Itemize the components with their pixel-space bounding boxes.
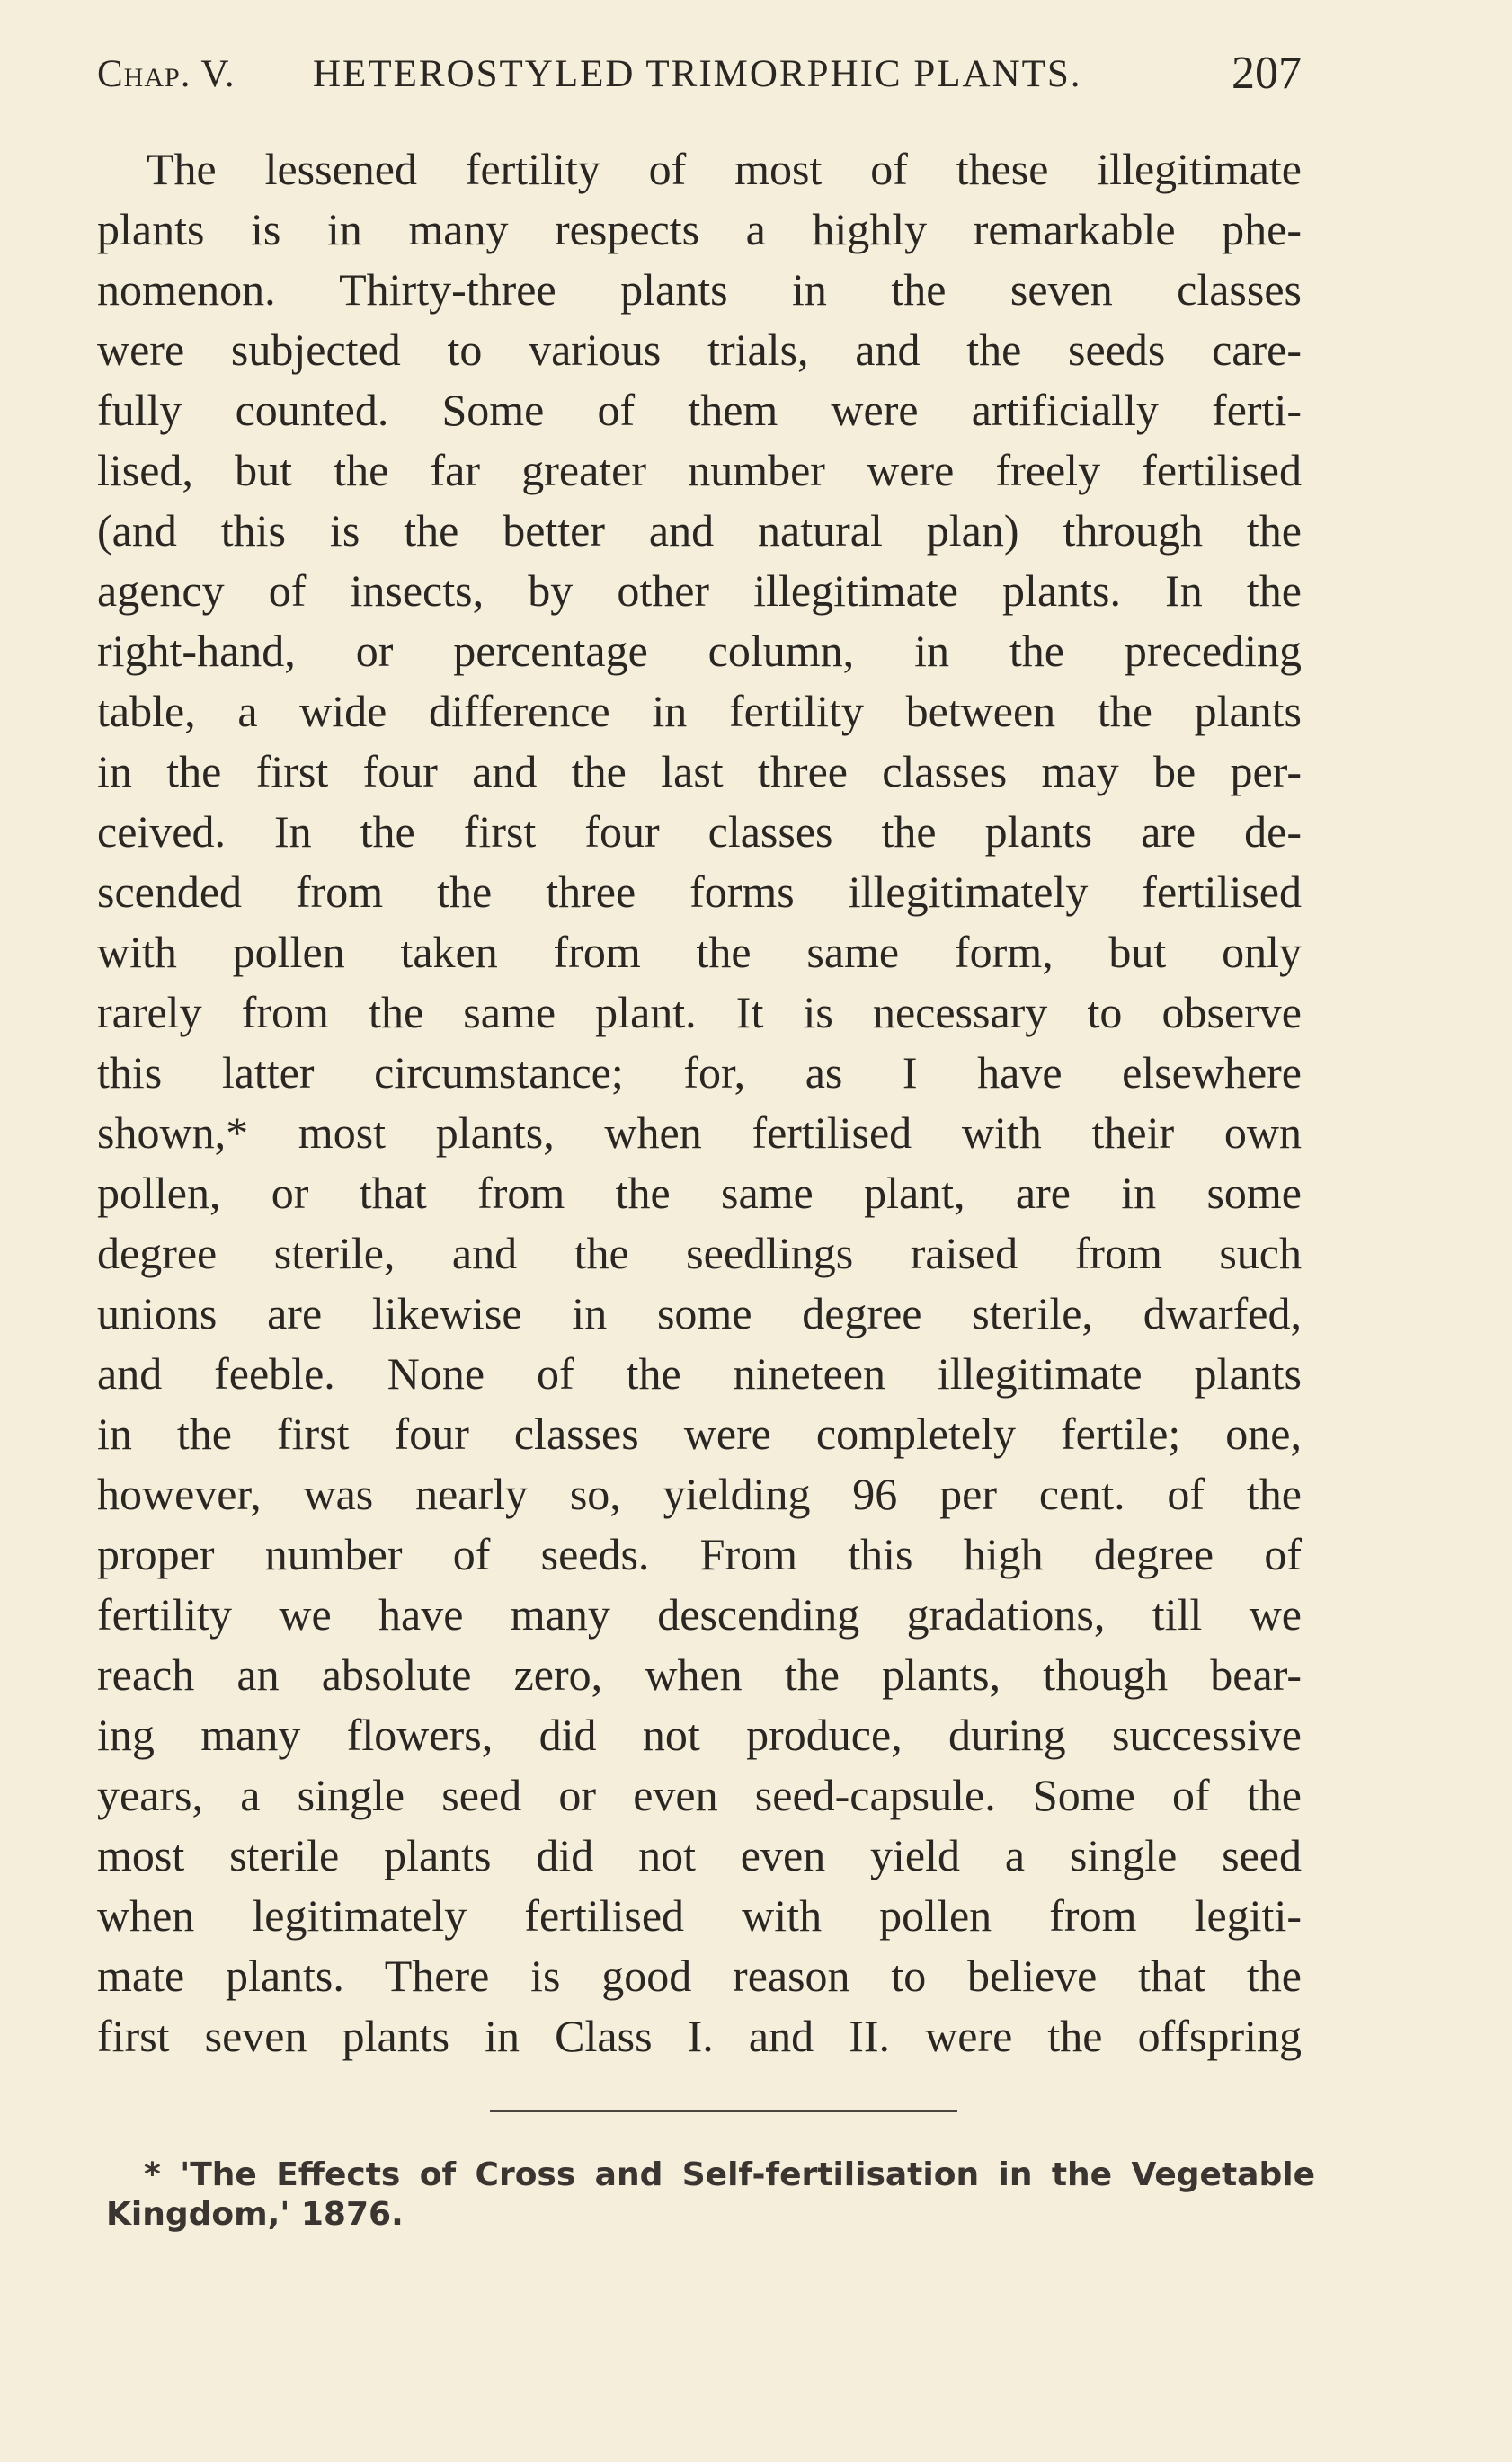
- text-line: reach an absolute zero, when the plants, though bear-: [97, 1649, 1302, 1700]
- text-line: shown,* most plants, when fertilised with their own: [97, 1107, 1302, 1158]
- text-line: nomenon. Thirty-three plants in the seven classes: [97, 264, 1302, 315]
- body-paragraph: [97, 139, 1302, 2066]
- text-line: agency of insects, by other illegitimate plants. In the: [97, 565, 1302, 616]
- text-line: ceived. In the first four classes the plants are de-: [97, 806, 1302, 857]
- text-line: unions are likewise in some degree sterile, dwarfed,: [97, 1288, 1302, 1338]
- footnote-line: Kingdom,' 1876.: [106, 2196, 404, 2233]
- text-line: lised, but the far greater number were freely fertilised: [97, 445, 1302, 495]
- text-line: first seven plants in Class I. and II. were the offspring: [97, 2011, 1302, 2061]
- text-line: most sterile plants did not even yield a single seed: [97, 1830, 1302, 1880]
- footnote: [106, 2155, 1315, 2235]
- footnote-divider: [490, 2110, 957, 2112]
- text-line: scended from the three forms illegitimately fertilised: [97, 867, 1302, 917]
- running-head: [97, 48, 1302, 115]
- text-line: in the first four classes were completely fertile; one,: [97, 1409, 1302, 1459]
- text-line: pollen, or that from the same plant, are in some: [97, 1168, 1302, 1218]
- text-line: were subjected to various trials, and the seeds care-: [97, 324, 1302, 375]
- text-line: and feeble. None of the nineteen illegitimate plants: [97, 1348, 1302, 1399]
- running-title: HETEROSTYLED TRIMORPHIC PLANTS.: [313, 53, 1082, 95]
- text-line: when legitimately fertilised with pollen from legiti-: [97, 1890, 1302, 1941]
- chapter-label: Chap. V.: [97, 53, 236, 95]
- text-line: proper number of seeds. From this high degree of: [97, 1529, 1302, 1579]
- text-line: rarely from the same plant. It is necessary to observe: [97, 987, 1302, 1037]
- text-line: fertility we have many descending gradations, till we: [97, 1589, 1302, 1640]
- page-number: 207: [1232, 48, 1302, 99]
- text-line: fully counted. Some of them were artificially ferti-: [97, 385, 1302, 435]
- text-line: in the first four and the last three classes may be per-: [97, 746, 1302, 796]
- text-line: The lessened fertility of most of these illegitimate: [147, 144, 1302, 194]
- text-line: mate plants. There is good reason to believe that the: [97, 1951, 1302, 2001]
- text-line: (and this is the better and natural plan) through the: [97, 505, 1302, 556]
- text-line: ing many flowers, did not produce, during successive: [97, 1710, 1302, 1760]
- text-line: however, was nearly so, yielding 96 per cent. of the: [97, 1469, 1302, 1519]
- text-line: years, a single seed or even seed-capsule. Some of the: [97, 1770, 1302, 1820]
- text-line: this latter circumstance; for, as I have elsewhere: [97, 1047, 1302, 1098]
- text-line: table, a wide difference in fertility between the plants: [97, 686, 1302, 736]
- text-line: right-hand, or percentage column, in the preceding: [97, 626, 1302, 676]
- text-line: plants is in many respects a highly remarkable phe-: [97, 204, 1302, 254]
- text-line: degree sterile, and the seedlings raised from such: [97, 1228, 1302, 1278]
- text-line: with pollen taken from the same form, but only: [97, 927, 1302, 977]
- footnote-line: * 'The Effects of Cross and Self-fertilisation in the Vegetable: [144, 2156, 1315, 2193]
